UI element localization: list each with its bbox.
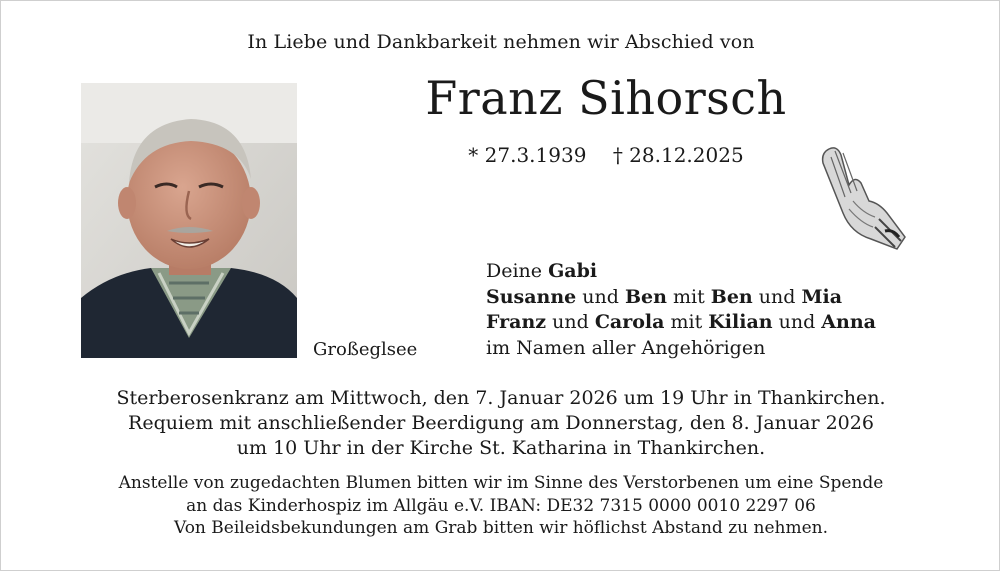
donation-line: Anstelle von zugedachten Blumen bitten wir im Sinne des Verstorbenen um eine Spende (118, 473, 884, 493)
death-date: † 28.12.2025 (612, 143, 744, 167)
family-member: Anna (821, 311, 876, 333)
family-member: Susanne (486, 285, 577, 308)
place-of-residence: Großeglsee (313, 339, 418, 360)
family-text: Deine (486, 260, 549, 282)
service-line: um 10 Uhr in der Kirche St. Katharina in Thankirchen. (236, 437, 766, 459)
praying-hands-icon (809, 141, 909, 253)
portrait-illustration (81, 83, 297, 358)
family-line (486, 259, 876, 285)
family-member: Carola (594, 311, 665, 333)
family-member: Kilian (708, 311, 773, 333)
family-line (486, 285, 876, 311)
family-list (486, 259, 876, 361)
service-info (1, 386, 1000, 461)
family-text: mit (666, 285, 711, 308)
family-line (486, 310, 876, 336)
family-member: Ben (710, 285, 753, 308)
family-text: und (772, 311, 822, 333)
family-text: mit (664, 311, 709, 333)
donation-note (1, 472, 1000, 540)
family-member: Gabi (548, 260, 598, 282)
portrait-photo (81, 83, 297, 358)
birth-date: * 27.3.1939 (468, 143, 587, 167)
family-text: und (576, 285, 625, 308)
family-text: und (546, 311, 595, 333)
family-text: und (752, 285, 802, 308)
family-member: Franz (486, 311, 547, 333)
service-line: Sterberosenkranz am Mittwoch, den 7. Januar 2026 um 19 Uhr in Thankirchen. (116, 387, 886, 409)
deceased-name: Franz Sihorsch (425, 71, 787, 125)
intro-text: In Liebe und Dankbarkeit nehmen wir Abschied von (247, 31, 755, 53)
life-dates (421, 143, 791, 167)
family-line: im Namen aller Angehörigen (486, 336, 766, 359)
donation-line: an das Kinderhospiz im Allgäu e.V. IBAN: DE32 7315 0000 0010 2297 06 (186, 495, 816, 516)
family-member: Ben (624, 285, 667, 308)
donation-line: Von Beileidsbekundungen am Grab bitten wir höflichst Abstand zu nehmen. (173, 518, 829, 538)
service-line: Requiem mit anschließender Beerdigung am Donnerstag, den 8. Januar 2026 (128, 412, 874, 434)
family-member: Mia (801, 285, 843, 308)
